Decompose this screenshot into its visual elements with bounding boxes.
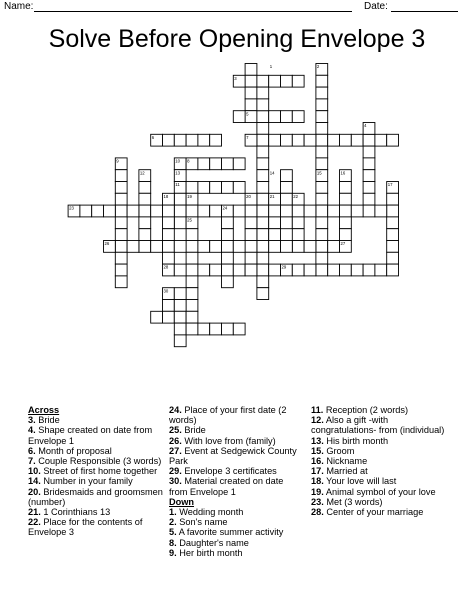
grid-cell[interactable] xyxy=(245,87,257,99)
grid-cell[interactable] xyxy=(257,252,269,264)
grid-cell[interactable] xyxy=(245,99,257,111)
grid-cell[interactable] xyxy=(233,205,245,217)
grid-cell[interactable] xyxy=(316,134,328,146)
grid-cell[interactable] xyxy=(163,252,175,264)
grid-cell[interactable] xyxy=(115,217,127,229)
clues-column-1 xyxy=(28,405,163,538)
clue-item: 30. Material created on date from Envelope 1 xyxy=(169,476,284,497)
grid-number: 12 xyxy=(139,170,145,176)
grid-cell[interactable] xyxy=(316,146,328,158)
grid-cell[interactable] xyxy=(127,241,139,253)
grid-cell[interactable] xyxy=(281,182,293,194)
grid-cell[interactable] xyxy=(198,323,210,335)
grid-cell[interactable] xyxy=(316,229,328,241)
grid-cell[interactable] xyxy=(115,193,127,205)
grid-cell[interactable] xyxy=(316,111,328,123)
grid-cell[interactable] xyxy=(210,264,222,276)
grid-number: 23 xyxy=(69,205,74,211)
grid-cell[interactable] xyxy=(210,205,222,217)
grid-cell[interactable] xyxy=(304,205,316,217)
clue-item: 28. Center of your marriage xyxy=(311,507,424,518)
clue-item: 9. Her birth month xyxy=(169,547,243,558)
grid-cell[interactable] xyxy=(233,264,245,276)
down-heading: Down xyxy=(169,496,195,507)
clue-item: 25. Bride xyxy=(169,425,206,436)
grid-cell[interactable] xyxy=(281,241,293,253)
grid-cell[interactable] xyxy=(281,217,293,229)
grid-cell[interactable] xyxy=(375,205,387,217)
grid-cell[interactable] xyxy=(186,276,198,288)
grid-cell[interactable] xyxy=(292,217,304,229)
grid-cell[interactable] xyxy=(139,217,151,229)
grid-number: 8 xyxy=(187,158,190,164)
grid-cell[interactable] xyxy=(363,158,375,170)
grid-number: 24 xyxy=(222,205,228,211)
clue-item: 2. Son's name xyxy=(169,517,228,528)
grid-cell[interactable] xyxy=(222,241,234,253)
grid-cell[interactable] xyxy=(245,229,257,241)
grid-number: 10 xyxy=(175,158,181,164)
grid-number: 5 xyxy=(246,111,249,117)
grid-cell[interactable] xyxy=(316,241,328,253)
grid-cell[interactable] xyxy=(351,134,363,146)
grid-cell[interactable] xyxy=(387,252,399,264)
grid-cell[interactable] xyxy=(115,264,127,276)
grid-cell[interactable] xyxy=(115,241,127,253)
grid-cell[interactable] xyxy=(281,134,293,146)
grid-cell[interactable] xyxy=(269,217,281,229)
clue-item: 13. His birth month xyxy=(311,435,389,446)
grid-cell[interactable] xyxy=(186,323,198,335)
grid-cell[interactable] xyxy=(292,134,304,146)
grid-cell[interactable] xyxy=(257,134,269,146)
grid-cell[interactable] xyxy=(174,300,186,312)
grid-number: 22 xyxy=(293,193,299,199)
grid-cell[interactable] xyxy=(186,264,198,276)
grid-cell[interactable] xyxy=(222,252,234,264)
grid-cell[interactable] xyxy=(222,158,234,170)
clue-item: 21. 1 Corinthians 13 xyxy=(28,507,111,518)
grid-number: 4 xyxy=(364,123,367,129)
grid-number: 28 xyxy=(163,264,169,270)
grid-number: 25 xyxy=(187,217,192,223)
grid-cell[interactable] xyxy=(387,264,399,276)
grid-number: 30 xyxy=(163,288,169,294)
grid-number: 7 xyxy=(246,134,249,140)
grid-number: 13 xyxy=(175,170,181,176)
grid-cell[interactable] xyxy=(340,134,352,146)
grid-cell[interactable] xyxy=(233,241,245,253)
grid-cell[interactable] xyxy=(257,276,269,288)
grid-cell[interactable] xyxy=(328,134,340,146)
grid-cell[interactable] xyxy=(375,264,387,276)
grid-cell[interactable] xyxy=(186,205,198,217)
grid-cell[interactable] xyxy=(257,193,269,205)
grid-cell[interactable] xyxy=(387,229,399,241)
grid-cell[interactable] xyxy=(174,241,186,253)
grid-cell[interactable] xyxy=(340,264,352,276)
grid-cell[interactable] xyxy=(304,134,316,146)
grid-number: 26 xyxy=(104,241,110,247)
grid-cell[interactable] xyxy=(115,276,127,288)
grid-cell[interactable] xyxy=(292,241,304,253)
clue-item: 4. Shape created on date from Envelope 1 xyxy=(28,425,153,446)
grid-cell[interactable] xyxy=(316,182,328,194)
grid-cell[interactable] xyxy=(340,229,352,241)
clue-item: 27. Event at Sedgewick County Park xyxy=(169,445,297,467)
grid-number: 6 xyxy=(151,134,155,140)
grid-cell[interactable] xyxy=(257,217,269,229)
grid-cell[interactable] xyxy=(363,205,375,217)
grid-number: 3 xyxy=(234,75,237,81)
grid-cell[interactable] xyxy=(210,323,222,335)
grid-cell[interactable] xyxy=(151,241,163,253)
grid-cell[interactable] xyxy=(186,134,198,146)
date-label: Date: xyxy=(364,1,388,12)
grid-cell[interactable] xyxy=(340,182,352,194)
grid-cell[interactable] xyxy=(222,323,234,335)
grid-number: 19 xyxy=(187,193,192,199)
grid-cell[interactable] xyxy=(281,75,293,87)
grid-cell[interactable] xyxy=(174,205,186,217)
grid-cell[interactable] xyxy=(174,288,186,300)
grid-cell[interactable] xyxy=(174,323,186,335)
grid-cell[interactable] xyxy=(292,111,304,123)
grid-cell[interactable] xyxy=(198,158,210,170)
grid-cell[interactable] xyxy=(163,229,175,241)
grid-cell[interactable] xyxy=(351,264,363,276)
clue-item: 17. Married at xyxy=(311,466,368,477)
grid-cell[interactable] xyxy=(269,241,281,253)
grid-cell[interactable] xyxy=(316,252,328,264)
grid-cell[interactable] xyxy=(151,311,163,323)
grid-cell[interactable] xyxy=(257,229,269,241)
clue-item: 29. Envelope 3 certificates xyxy=(169,466,277,477)
grid-cell[interactable] xyxy=(281,111,293,123)
grid-cell[interactable] xyxy=(328,264,340,276)
grid-cell[interactable] xyxy=(269,111,281,123)
grid-cell[interactable] xyxy=(257,146,269,158)
grid-cell[interactable] xyxy=(316,217,328,229)
grid-cell[interactable] xyxy=(198,264,210,276)
grid-cell[interactable] xyxy=(328,241,340,253)
clue-item: 1. Wedding month xyxy=(169,507,244,518)
grid-cell[interactable] xyxy=(316,193,328,205)
grid-cell[interactable] xyxy=(210,241,222,253)
grid-cell[interactable] xyxy=(104,205,116,217)
grid-cell[interactable] xyxy=(245,64,257,76)
clues-column-2 xyxy=(169,405,304,558)
grid-number: 29 xyxy=(281,264,287,270)
grid-cell[interactable] xyxy=(210,158,222,170)
grid-cell[interactable] xyxy=(351,205,363,217)
grid-cell[interactable] xyxy=(174,264,186,276)
grid-number: 17 xyxy=(387,182,393,188)
grid-number: 27 xyxy=(340,241,346,247)
grid-cell[interactable] xyxy=(163,217,175,229)
grid-cell[interactable] xyxy=(340,217,352,229)
clue-item: 7. Couple Responsible (3 words) xyxy=(28,456,162,467)
grid-cell[interactable] xyxy=(198,134,210,146)
grid-cell[interactable] xyxy=(245,217,257,229)
grid-cell[interactable] xyxy=(198,205,210,217)
clue-item: 18. Your love will last xyxy=(311,476,397,487)
grid-cell[interactable] xyxy=(163,311,175,323)
grid-cell[interactable] xyxy=(245,75,257,87)
grid-cell[interactable] xyxy=(151,205,163,217)
grid-cell[interactable] xyxy=(316,99,328,111)
grid-cell[interactable] xyxy=(222,229,234,241)
grid-cell[interactable] xyxy=(292,75,304,87)
grid-cell[interactable] xyxy=(316,123,328,135)
grid-cell[interactable] xyxy=(210,134,222,146)
grid-cell[interactable] xyxy=(257,205,269,217)
grid-cell[interactable] xyxy=(257,99,269,111)
clue-item: 26. With love from (family) xyxy=(169,435,276,446)
grid-cell[interactable] xyxy=(316,158,328,170)
grid-cell[interactable] xyxy=(387,134,399,146)
clue-item: 10. Street of first home together xyxy=(28,466,158,477)
grid-cell[interactable] xyxy=(387,205,399,217)
clue-item: 19. Animal symbol of your love xyxy=(311,486,436,497)
grid-cell[interactable] xyxy=(328,205,340,217)
grid-cell[interactable] xyxy=(115,205,127,217)
grid-cell[interactable] xyxy=(292,264,304,276)
grid-cell[interactable] xyxy=(186,241,198,253)
grid-number: 20 xyxy=(246,193,251,199)
grid-cell[interactable] xyxy=(363,182,375,194)
clues-column-3 xyxy=(311,405,451,517)
grid-cell[interactable] xyxy=(387,241,399,253)
grid-number: 21 xyxy=(269,193,275,199)
grid-cell[interactable] xyxy=(316,75,328,87)
grid-cell[interactable] xyxy=(316,264,328,276)
grid-cell[interactable] xyxy=(233,323,245,335)
grid-cell[interactable] xyxy=(281,205,293,217)
grid-number: 16 xyxy=(340,170,346,176)
grid-cell[interactable] xyxy=(174,134,186,146)
grid-number: 2 xyxy=(316,64,320,70)
grid-cell[interactable] xyxy=(186,300,198,312)
grid-cell[interactable] xyxy=(245,205,257,217)
grid-cell[interactable] xyxy=(210,182,222,194)
clue-item: 22. Place for the contents of Envelope 3 xyxy=(28,517,143,538)
grid-cell[interactable] xyxy=(363,264,375,276)
grid-cell[interactable] xyxy=(174,311,186,323)
page-title: Solve Before Opening Envelope 3 xyxy=(48,25,426,53)
grid-cell[interactable] xyxy=(222,264,234,276)
grid-cell[interactable] xyxy=(198,182,210,194)
grid-cell[interactable] xyxy=(316,205,328,217)
clue-item: 8. Daughter's name xyxy=(169,537,249,548)
grid-cell[interactable] xyxy=(233,182,245,194)
grid-cell[interactable] xyxy=(245,241,257,253)
grid-cell[interactable] xyxy=(316,87,328,99)
grid-cell[interactable] xyxy=(127,205,139,217)
grid-number: 9 xyxy=(116,158,119,164)
grid-cell[interactable] xyxy=(115,182,127,194)
grid-cell[interactable] xyxy=(222,182,234,194)
grid-cell[interactable] xyxy=(269,75,281,87)
grid-cell[interactable] xyxy=(186,182,198,194)
grid-cell[interactable] xyxy=(304,264,316,276)
clue-item: 6. Month of proposal xyxy=(28,445,112,456)
grid-cell[interactable] xyxy=(363,193,375,205)
grid-cell[interactable] xyxy=(80,205,92,217)
grid-cell[interactable] xyxy=(257,182,269,194)
grid-cell[interactable] xyxy=(139,229,151,241)
grid-cell[interactable] xyxy=(174,193,186,205)
grid-number: 18 xyxy=(163,193,169,199)
grid-cell[interactable] xyxy=(281,170,293,182)
grid-cell[interactable] xyxy=(387,193,399,205)
grid-cell[interactable] xyxy=(198,241,210,253)
grid-cell[interactable] xyxy=(186,252,198,264)
grid-cell[interactable] xyxy=(269,134,281,146)
grid-cell[interactable] xyxy=(186,288,198,300)
grid-cell[interactable] xyxy=(139,182,151,194)
grid-cell[interactable] xyxy=(245,252,257,264)
grid-cell[interactable] xyxy=(174,217,186,229)
grid-cell[interactable] xyxy=(233,111,245,123)
grid-cell[interactable] xyxy=(245,264,257,276)
grid-cell[interactable] xyxy=(139,205,151,217)
grid-cell[interactable] xyxy=(375,134,387,146)
grid-cell[interactable] xyxy=(363,134,375,146)
grid-cell[interactable] xyxy=(304,241,316,253)
grid-cell[interactable] xyxy=(363,170,375,182)
grid-cell[interactable] xyxy=(269,264,281,276)
clue-item: 15. Groom xyxy=(311,445,355,456)
clue-item: 24. Place of your first date (2 words) xyxy=(169,405,287,426)
grid-cell[interactable] xyxy=(115,229,127,241)
grid-cell[interactable] xyxy=(257,111,269,123)
grid-cell[interactable] xyxy=(139,193,151,205)
grid-number: 1 xyxy=(269,64,273,70)
grid-cell[interactable] xyxy=(281,193,293,205)
grid-cell[interactable] xyxy=(257,241,269,253)
clue-item: 23. Met (3 words) xyxy=(311,496,383,507)
grid-cell[interactable] xyxy=(222,276,234,288)
grid-cell[interactable] xyxy=(257,123,269,135)
grid-number: 14 xyxy=(269,170,275,176)
clue-item: 16. Nickname xyxy=(311,456,368,467)
grid-cell[interactable] xyxy=(233,158,245,170)
grid-cell[interactable] xyxy=(92,205,104,217)
grid-cell[interactable] xyxy=(163,300,175,312)
grid-cell[interactable] xyxy=(163,134,175,146)
grid-cell[interactable] xyxy=(163,205,175,217)
grid-cell[interactable] xyxy=(257,264,269,276)
grid-cell[interactable] xyxy=(292,205,304,217)
grid-cell[interactable] xyxy=(269,205,281,217)
grid-number: 11 xyxy=(175,182,180,188)
grid-cell[interactable] xyxy=(186,311,198,323)
grid-cell[interactable] xyxy=(174,335,186,347)
grid-cell[interactable] xyxy=(222,217,234,229)
grid-cell[interactable] xyxy=(115,252,127,264)
grid-cell[interactable] xyxy=(139,241,151,253)
grid-cell[interactable] xyxy=(257,158,269,170)
grid-cell[interactable] xyxy=(186,229,198,241)
grid-cell[interactable] xyxy=(363,146,375,158)
grid-cell[interactable] xyxy=(257,75,269,87)
clue-item: 12. Also a gift -with congratulations- from (individual) xyxy=(311,415,445,436)
clue-item: 11. Reception (2 words) xyxy=(311,405,409,415)
grid-cell[interactable] xyxy=(257,170,269,182)
grid-cell[interactable] xyxy=(115,170,127,182)
grid-cell[interactable] xyxy=(163,241,175,253)
clue-item: 5. A favorite summer activity xyxy=(169,527,284,538)
grid-cell[interactable] xyxy=(292,229,304,241)
grid-cell[interactable] xyxy=(387,217,399,229)
grid-cell[interactable] xyxy=(257,87,269,99)
clue-item: 20. Bridesmaids and groomsmen (number) xyxy=(28,486,163,507)
grid-cell[interactable] xyxy=(269,229,281,241)
grid-cell[interactable] xyxy=(257,288,269,300)
clue-item: 3. Bride xyxy=(28,415,60,426)
clue-item: 14. Number in your family xyxy=(28,476,133,487)
across-heading: Across xyxy=(28,405,60,415)
name-label: Name: xyxy=(4,1,34,12)
grid-cell[interactable] xyxy=(340,193,352,205)
grid-cell[interactable] xyxy=(340,205,352,217)
grid-number: 15 xyxy=(316,170,322,176)
